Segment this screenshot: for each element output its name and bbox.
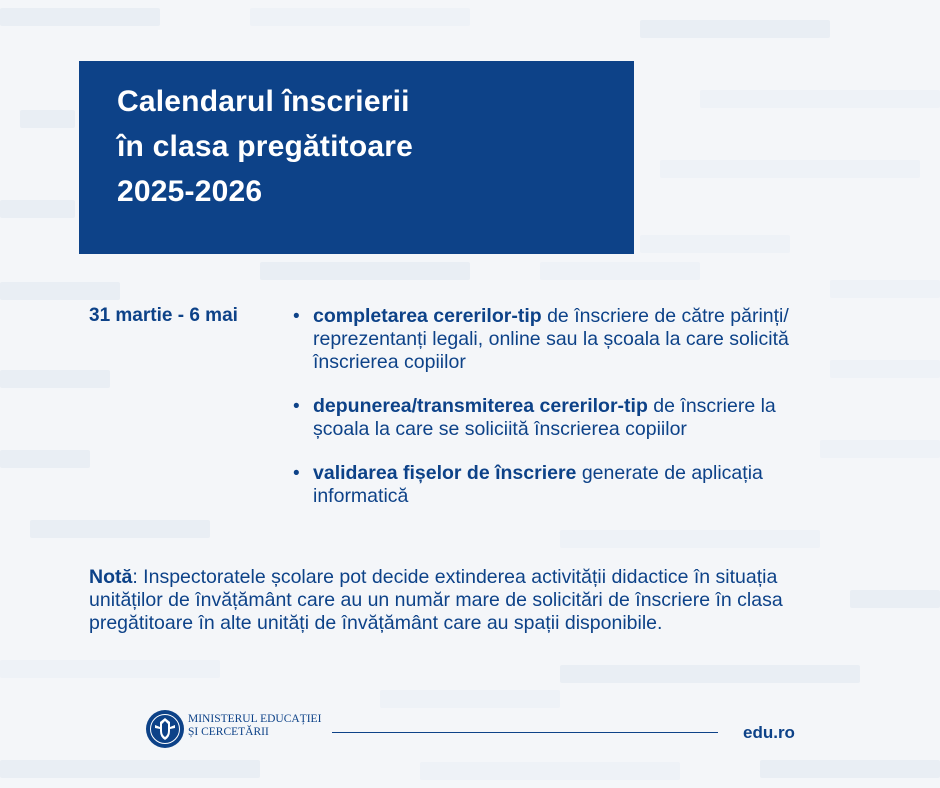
item-text: de înscriere la școala la care se soliciită înscrierea copiilor xyxy=(313,395,776,440)
romania-coat-of-arms-icon xyxy=(145,709,185,749)
ministry-name xyxy=(188,713,321,739)
note-text: : Inspectoratele școlare pot decide extinderea activității didactice în situația unităților de învățământ care au un număr mare de solicitări de înscriere în clasa pregătitoare în alte unități de învățământ care au spații disponibile. xyxy=(89,566,783,634)
ministry-line-1: MINISTERUL EDUCAȚIEI xyxy=(188,713,322,725)
item-bold-text: completarea cererilor-tip xyxy=(313,305,542,327)
activity-list xyxy=(293,305,823,508)
bullet-icon: • xyxy=(293,306,300,327)
title-line-2: în clasa pregătitoare xyxy=(117,130,413,163)
item-bold-text: depunerea/transmiterea cererilor-tip xyxy=(313,395,648,417)
list-item xyxy=(293,462,823,508)
title-line-1: Calendarul înscrierii xyxy=(117,85,410,118)
footer-divider xyxy=(332,732,718,733)
note-label: Notă xyxy=(89,566,133,588)
title-line-3: 2025-2026 xyxy=(117,175,263,208)
title-box xyxy=(79,61,634,254)
bullet-icon: • xyxy=(293,463,300,484)
note-paragraph xyxy=(89,566,834,635)
item-text: generate de aplicația informatică xyxy=(313,462,763,507)
bullet-icon: • xyxy=(293,396,300,417)
list-item xyxy=(293,305,823,374)
period-label: 31 martie - 6 mai xyxy=(89,305,238,326)
site-link[interactable]: edu.ro xyxy=(743,723,795,742)
ministry-line-2: ȘI CERCETĂRII xyxy=(188,726,269,738)
list-item xyxy=(293,395,823,441)
item-bold-text: validarea fișelor de înscriere xyxy=(313,462,577,484)
item-text: de înscriere de către părinți/ reprezentanți legali, online sau la școala la care solicită înscrierea copiilor xyxy=(313,305,789,373)
